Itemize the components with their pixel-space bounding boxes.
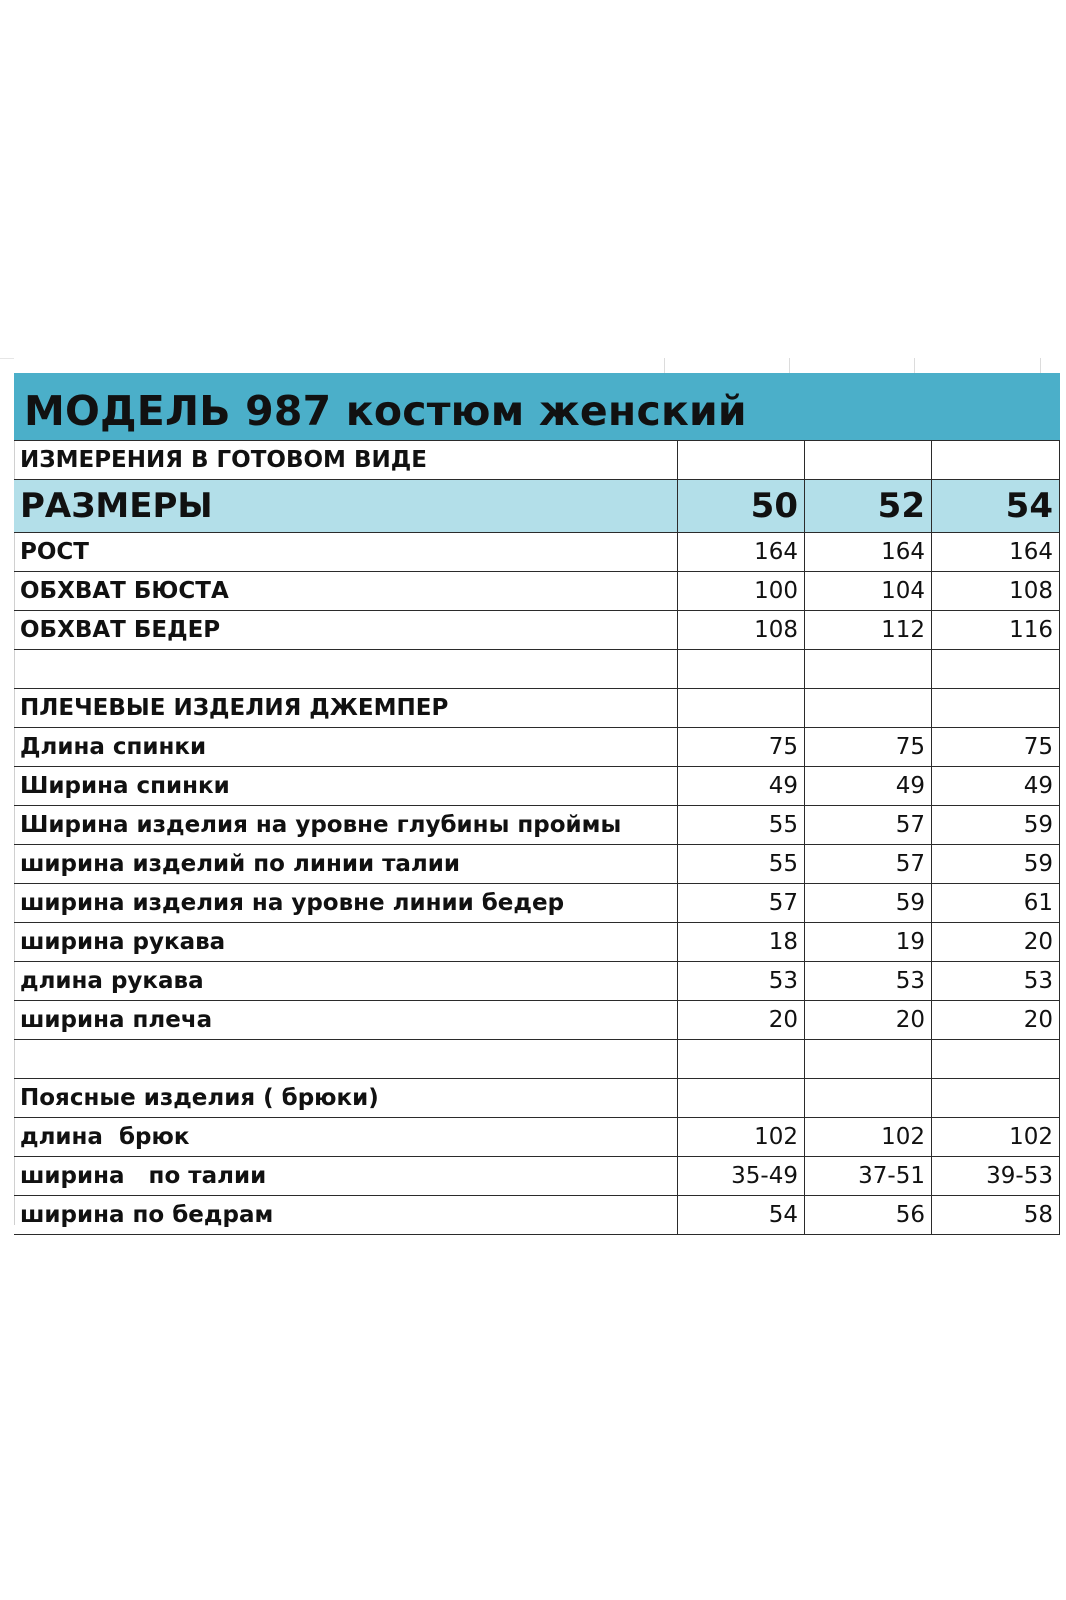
row-label: ширина по талии <box>14 1157 678 1195</box>
row-value: 53 <box>932 962 1060 1000</box>
row-value: 55 <box>678 806 805 844</box>
table-row <box>14 1157 1060 1196</box>
row-value: 55 <box>678 845 805 883</box>
table-row <box>14 1196 1060 1235</box>
row-label: Ширина спинки <box>14 767 678 805</box>
row-value: 112 <box>805 611 932 649</box>
row-value: 20 <box>805 1001 932 1039</box>
row-value: 58 <box>932 1196 1060 1234</box>
sizes-row <box>14 480 1060 533</box>
section-header-row <box>14 689 1060 728</box>
row-label: ширина изделия на уровне линии бедер <box>14 884 678 922</box>
row-value: 18 <box>678 923 805 961</box>
table-row <box>14 1001 1060 1040</box>
row-value: 75 <box>805 728 932 766</box>
section-label-jumper: ПЛЕЧЕВЫЕ ИЗДЕЛИЯ ДЖЕМПЕР <box>14 689 678 727</box>
row-value: 53 <box>678 962 805 1000</box>
row-value: 59 <box>932 845 1060 883</box>
row-label: ширина изделий по линии талии <box>14 845 678 883</box>
row-label: Длина спинки <box>14 728 678 766</box>
empty-row <box>14 1040 1060 1079</box>
table-row <box>14 728 1060 767</box>
row-value: 164 <box>805 533 932 571</box>
table-row <box>14 533 1060 572</box>
table-row <box>14 845 1060 884</box>
table-row <box>14 1118 1060 1157</box>
row-value: 49 <box>805 767 932 805</box>
table-row <box>14 767 1060 806</box>
size-header: 50 <box>678 480 805 532</box>
row-value: 57 <box>805 845 932 883</box>
table-subtitle: ИЗМЕРЕНИЯ В ГОТОВОМ ВИДЕ <box>14 441 678 479</box>
row-value: 20 <box>932 923 1060 961</box>
title-row <box>14 373 1060 441</box>
row-label: ОБХВАТ БЕДЕР <box>14 611 678 649</box>
size-header: 52 <box>805 480 932 532</box>
row-value: 75 <box>932 728 1060 766</box>
table-row <box>14 572 1060 611</box>
row-label: Ширина изделия на уровне глубины проймы <box>14 806 678 844</box>
table-row <box>14 962 1060 1001</box>
section-header-row <box>14 1079 1060 1118</box>
row-value: 53 <box>805 962 932 1000</box>
table-row <box>14 923 1060 962</box>
row-value: 100 <box>678 572 805 610</box>
row-value: 20 <box>932 1001 1060 1039</box>
row-value: 49 <box>678 767 805 805</box>
row-value: 104 <box>805 572 932 610</box>
empty-row <box>14 650 1060 689</box>
sizes-label: РАЗМЕРЫ <box>14 480 678 532</box>
row-value: 59 <box>932 806 1060 844</box>
table-title: МОДЕЛЬ 987 костюм женский <box>24 387 747 435</box>
row-label: ОБХВАТ БЮСТА <box>14 572 678 610</box>
row-value: 108 <box>678 611 805 649</box>
row-value: 59 <box>805 884 932 922</box>
section-label-trousers: Поясные изделия ( брюки) <box>14 1079 678 1117</box>
row-label: длина рукава <box>14 962 678 1000</box>
row-value: 57 <box>805 806 932 844</box>
row-value: 37-51 <box>805 1157 932 1195</box>
row-label: длина брюк <box>14 1118 678 1156</box>
table-row <box>14 884 1060 923</box>
row-value: 61 <box>932 884 1060 922</box>
row-value: 56 <box>805 1196 932 1234</box>
size-header: 54 <box>932 480 1060 532</box>
row-value: 54 <box>678 1196 805 1234</box>
row-value: 102 <box>678 1118 805 1156</box>
row-value: 108 <box>932 572 1060 610</box>
row-value: 164 <box>678 533 805 571</box>
row-value: 57 <box>678 884 805 922</box>
row-value: 35-49 <box>678 1157 805 1195</box>
row-value: 19 <box>805 923 932 961</box>
table-row <box>14 611 1060 650</box>
row-label: РОСТ <box>14 533 678 571</box>
row-value: 75 <box>678 728 805 766</box>
row-label: ширина плеча <box>14 1001 678 1039</box>
row-label: ширина по бедрам <box>14 1196 678 1234</box>
table-row <box>14 806 1060 845</box>
row-value: 102 <box>805 1118 932 1156</box>
row-value: 164 <box>932 533 1060 571</box>
row-value: 116 <box>932 611 1060 649</box>
row-value: 39-53 <box>932 1157 1060 1195</box>
subtitle-row <box>14 441 1060 480</box>
row-value: 49 <box>932 767 1060 805</box>
row-value: 102 <box>932 1118 1060 1156</box>
row-value: 20 <box>678 1001 805 1039</box>
size-table <box>14 373 1060 1235</box>
row-label: ширина рукава <box>14 923 678 961</box>
